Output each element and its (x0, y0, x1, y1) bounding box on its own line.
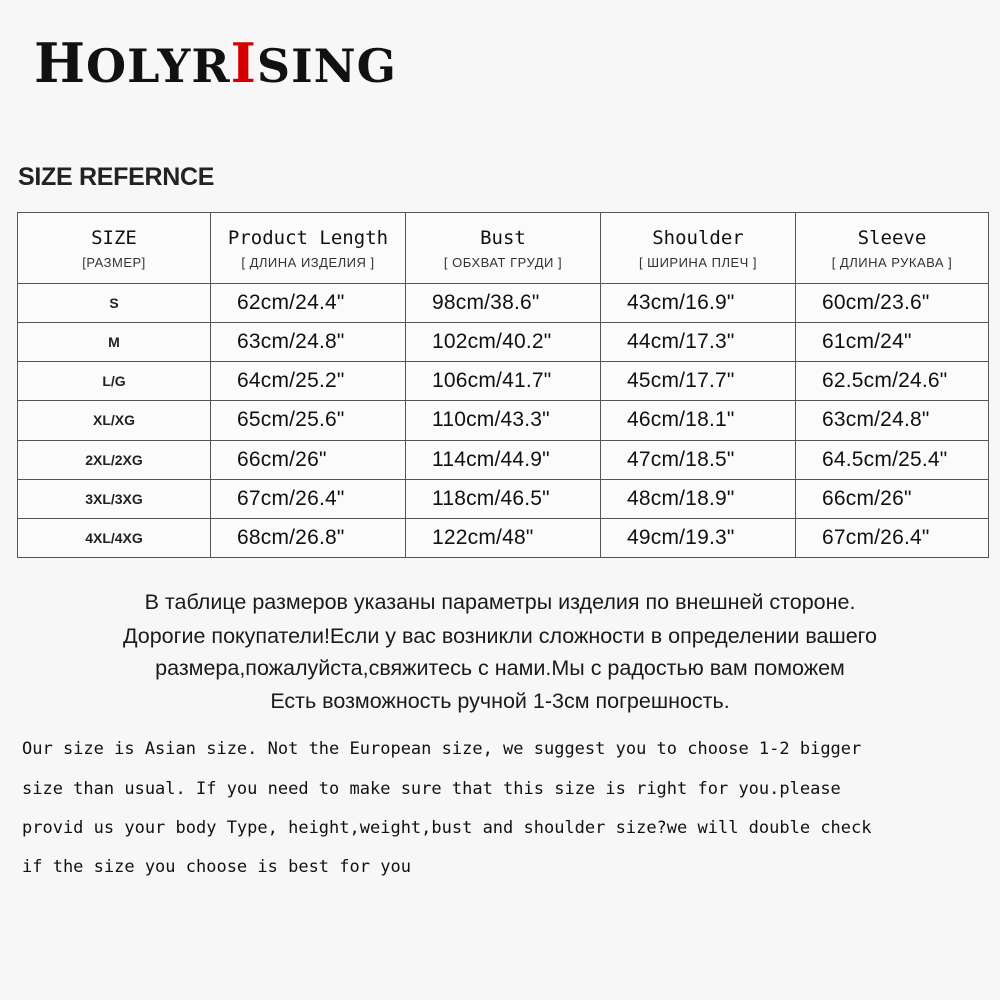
sleeve-cell: 64.5cm/25.4" (796, 440, 989, 479)
shoulder-cell: 43cm/16.9" (601, 284, 796, 323)
bust-cell: 114cm/44.9" (406, 440, 601, 479)
shoulder-cell: 48cm/18.9" (601, 479, 796, 518)
table-row (18, 362, 989, 401)
table-row (18, 284, 989, 323)
length-cell: 64cm/25.2" (211, 362, 406, 401)
table-row (18, 323, 989, 362)
bust-cell: 118cm/46.5" (406, 479, 601, 518)
length-cell: 66cm/26" (211, 440, 406, 479)
bust-cell: 98cm/38.6" (406, 284, 601, 323)
brand-logo (34, 31, 397, 95)
russian-note-line: размера,пожалуйста,свяжитесь с нами.Мы с радостью вам поможем (155, 656, 845, 680)
sleeve-cell: 63cm/24.8" (796, 401, 989, 440)
header-sleeve-sub: [ ДЛИНА РУКАВА ] (831, 254, 953, 270)
header-shoulder-sub: [ ШИРИНА ПЛЕЧ ] (638, 254, 758, 270)
header-bust-label: Bust (480, 226, 526, 249)
sleeve-cell: 66cm/26" (796, 479, 989, 518)
header-bust-sub: [ ОБХВАТ ГРУДИ ] (443, 254, 563, 270)
sleeve-cell: 60cm/23.6" (796, 284, 989, 323)
size-cell: M (18, 323, 211, 362)
shoulder-cell: 47cm/18.5" (601, 440, 796, 479)
length-cell: 65cm/25.6" (211, 401, 406, 440)
header-length-sub: [ ДЛИНА ИЗДЕЛИЯ ] (241, 254, 375, 270)
length-cell: 67cm/26.4" (211, 479, 406, 518)
length-cell: 63cm/24.8" (211, 323, 406, 362)
sleeve-cell: 67cm/26.4" (796, 518, 989, 557)
size-cell: XL/XG (18, 401, 211, 440)
header-size-sub: [РАЗМЕР] (82, 254, 146, 270)
table-row (18, 401, 989, 440)
brand-logo-part2: SING (256, 39, 397, 93)
russian-note-line: Есть возможность ручной 1-3см погрешность. (270, 689, 730, 713)
shoulder-cell: 46cm/18.1" (601, 401, 796, 440)
table-header-row (18, 213, 989, 284)
header-shoulder (601, 213, 796, 284)
brand-logo-part1: OLYR (86, 39, 231, 93)
shoulder-cell: 49cm/19.3" (601, 518, 796, 557)
english-note-line: provid us your body Type, height,weight,bust and shoulder size?we will double check (22, 818, 872, 838)
header-sleeve-label: Sleeve (857, 226, 927, 249)
header-length (211, 213, 406, 284)
bust-cell: 102cm/40.2" (406, 323, 601, 362)
sleeve-cell: 61cm/24" (796, 323, 989, 362)
length-cell: 62cm/24.4" (211, 284, 406, 323)
bust-cell: 122cm/48" (406, 518, 601, 557)
bust-cell: 106cm/41.7" (406, 362, 601, 401)
size-table (17, 212, 989, 558)
brand-logo-accent: I (230, 31, 257, 95)
sleeve-cell: 62.5cm/24.6" (796, 362, 989, 401)
table-row (18, 518, 989, 557)
shoulder-cell: 45cm/17.7" (601, 362, 796, 401)
header-length-label: Product Length (227, 226, 389, 249)
header-shoulder-label: Shoulder (652, 226, 744, 249)
bust-cell: 110cm/43.3" (406, 401, 601, 440)
size-cell: 2XL/2XG (18, 440, 211, 479)
brand-logo-initial: H (34, 31, 87, 95)
table-row (18, 479, 989, 518)
english-note-line: if the size you choose is best for you (22, 857, 411, 877)
header-bust (406, 213, 601, 284)
size-cell: 3XL/3XG (18, 479, 211, 518)
header-size (18, 213, 211, 284)
english-note-line: Our size is Asian size. Not the European size, we suggest you to choose 1-2 bigger (22, 739, 862, 759)
header-sleeve (796, 213, 989, 284)
english-note-line: size than usual. If you need to make sure that this size is right for you.please (22, 779, 841, 799)
shoulder-cell: 44cm/17.3" (601, 323, 796, 362)
table-row (18, 440, 989, 479)
header-size-label: SIZE (91, 226, 137, 249)
section-title: SIZE REFERNCE (18, 163, 215, 191)
length-cell: 68cm/26.8" (211, 518, 406, 557)
russian-note-line: Дорогие покупатели!Если у вас возникли сложности в определении вашего (122, 624, 878, 648)
size-cell: S (18, 284, 211, 323)
size-cell: 4XL/4XG (18, 518, 211, 557)
russian-note-line: В таблице размеров указаны параметры изделия по внешней стороне. (144, 590, 856, 614)
size-cell: L/G (18, 362, 211, 401)
